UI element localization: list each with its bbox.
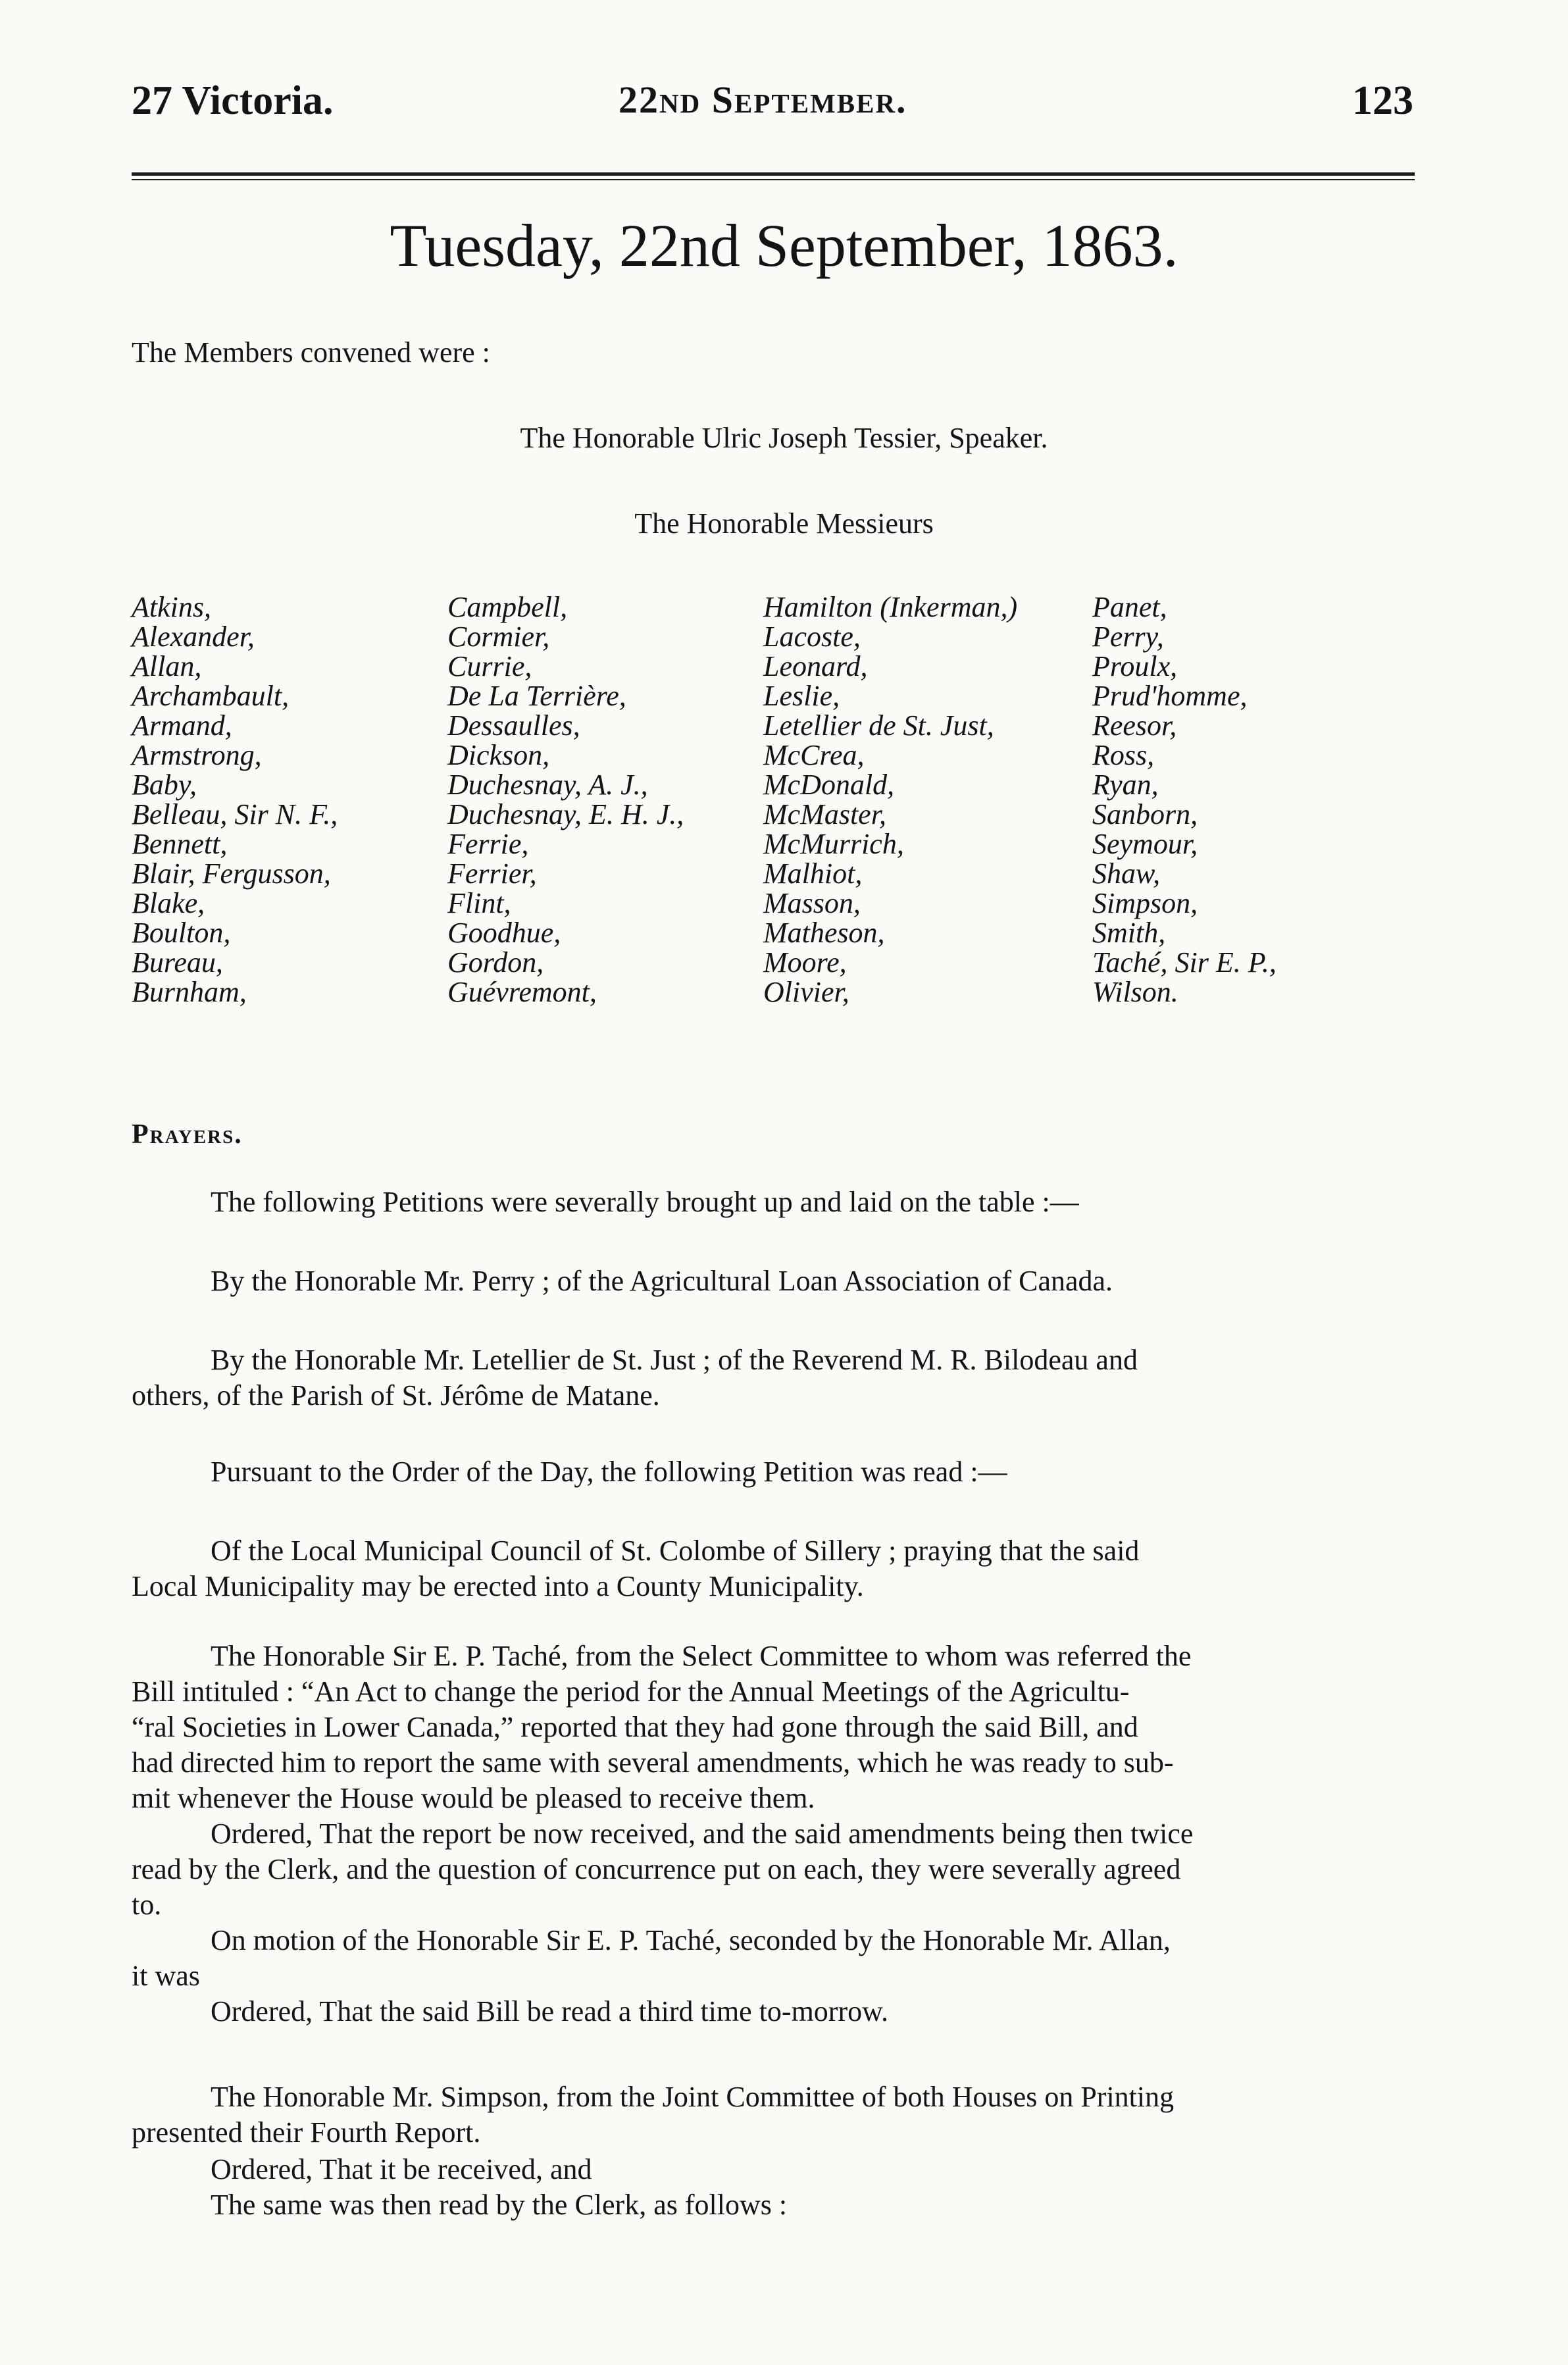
member-name: Archambault, [132, 680, 290, 712]
member-name: Dessaulles, [447, 709, 580, 742]
petition-st-colombe [132, 1533, 1421, 1604]
member-name: Duchesnay, A. J., [447, 769, 648, 801]
members-convened-line: The Members convened were : [132, 336, 490, 369]
member-name: Letellier de St. Just, [763, 709, 994, 742]
member-name: Boulton, [132, 917, 231, 949]
member-name: Blair, Fergusson, [132, 857, 331, 890]
member-name: Masson, [763, 887, 861, 919]
member-name: Lacoste, [763, 621, 861, 653]
members-column-2 [447, 592, 684, 1007]
ordered-received-printing [132, 2152, 1421, 2223]
member-name: Campbell, [447, 591, 568, 623]
member-name: Wilson. [1092, 976, 1178, 1008]
member-name: Baby, [132, 769, 197, 801]
page-number: 123 [1352, 78, 1413, 123]
prayers-heading: Prayers. [132, 1119, 243, 1150]
member-name: Taché, Sir E. P., [1092, 946, 1277, 979]
paragraph-line: The Honorable Sir E. P. Taché, from the Select Committee to whom was referred the [211, 1640, 1192, 1672]
member-name: Dickson, [447, 739, 550, 771]
member-name: Atkins, [132, 591, 211, 623]
members-column-1 [132, 592, 338, 1007]
paragraph-line: Of the Local Municipal Council of St. Colombe of Sillery ; praying that the said [211, 1535, 1140, 1567]
printing-report [132, 2079, 1421, 2150]
paragraph-line: had directed him to report the same with several amendments, which he was ready to sub- [132, 1746, 1174, 1779]
member-name: De La Terrière, [447, 680, 626, 712]
paragraph-line: “ral Societies in Lower Canada,” reported that they had gone through the said Bill, and [132, 1711, 1138, 1743]
member-name: Leonard, [763, 650, 868, 682]
member-name: McCrea, [763, 739, 865, 771]
member-name: Allan, [132, 650, 202, 682]
sitting-date-title: Tuesday, 22nd September, 1863. [390, 212, 1178, 279]
members-column-4 [1092, 592, 1277, 1007]
member-name: Perry, [1092, 621, 1164, 653]
member-name: Prud'homme, [1092, 680, 1248, 712]
member-name: Smith, [1092, 917, 1166, 949]
member-name: Cormier, [447, 621, 550, 653]
member-name: Simpson, [1092, 887, 1198, 919]
member-name: Goodhue, [447, 917, 561, 949]
member-name: McMurrich, [763, 828, 904, 860]
paragraph-line: mit whenever the House would be pleased to receive them. [132, 1782, 815, 1814]
member-name: Armand, [132, 709, 232, 742]
member-name: Blake, [132, 887, 205, 919]
member-name: Shaw, [1092, 857, 1161, 890]
header-rule-thick [132, 172, 1415, 176]
members-column-3 [763, 592, 1017, 1007]
member-name: Flint, [447, 887, 511, 919]
member-name: Belleau, Sir N. F., [132, 798, 338, 830]
messieurs-heading: The Honorable Messieurs [634, 507, 934, 540]
member-name: Malhiot, [763, 857, 863, 890]
member-name: Sanborn, [1092, 798, 1198, 830]
member-name: Guévremont, [447, 976, 597, 1008]
member-name: Leslie, [763, 680, 840, 712]
paragraph-line: to. [132, 1889, 162, 1921]
ordered-third-reading [132, 1994, 1421, 2029]
member-name: Seymour, [1092, 828, 1198, 860]
speaker-line: The Honorable Ulric Joseph Tessier, Speaker. [520, 422, 1048, 454]
paragraph-line: On motion of the Honorable Sir E. P. Taché, seconded by the Honorable Mr. Allan, [211, 1924, 1171, 1956]
paragraph-line: By the Honorable Mr. Perry ; of the Agricultural Loan Association of Canada. [211, 1265, 1113, 1297]
member-name: Olivier, [763, 976, 849, 1008]
ordered-received [132, 1816, 1421, 1923]
member-name: Panet, [1092, 591, 1167, 623]
paragraph-line: Ordered, That the report be now received, and the said amendments being then twice [211, 1818, 1194, 1850]
member-name: Bennett, [132, 828, 228, 860]
paragraph-line: By the Honorable Mr. Letellier de St. Just ; of the Reverend M. R. Bilodeau and [211, 1344, 1138, 1376]
member-name: Ferrier, [447, 857, 537, 890]
member-name: Bureau, [132, 946, 223, 979]
member-name: McMaster, [763, 798, 886, 830]
paragraph-line: others, of the Parish of St. Jérôme de Matane. [132, 1379, 660, 1411]
running-head-center: 22nd September. [619, 78, 907, 121]
member-name: Armstrong, [132, 739, 262, 771]
header-rule-thin [132, 179, 1415, 180]
paragraph-line: Bill intituled : “An Act to change the period for the Annual Meetings of the Agricultu- [132, 1675, 1130, 1708]
member-name: Reesor, [1092, 709, 1177, 742]
member-name: Hamilton (Inkerman,) [763, 591, 1018, 623]
paragraph-line: presented their Fourth Report. [132, 2116, 481, 2149]
member-name: Gordon, [447, 946, 544, 979]
member-name: Currie, [447, 650, 532, 682]
paragraph-line: Local Municipality may be erected into a County Municipality. [132, 1570, 864, 1602]
petition-letellier [132, 1342, 1421, 1413]
member-name: Moore, [763, 946, 847, 979]
paragraph-line: Ordered, That the said Bill be read a third time to-morrow. [211, 1995, 889, 2027]
paragraph-line: The following Petitions were severally brought up and laid on the table :— [211, 1186, 1079, 1218]
petition-perry [132, 1263, 1421, 1299]
paragraph-line: Pursuant to the Order of the Day, the following Petition was read :— [211, 1456, 1007, 1488]
member-name: Duchesnay, E. H. J., [447, 798, 684, 830]
paragraph-line: it was [132, 1960, 200, 1992]
member-name: Burnham, [132, 976, 247, 1008]
members-list [132, 592, 1421, 1066]
member-name: Ryan, [1092, 769, 1159, 801]
paragraph-line: read by the Clerk, and the question of concurrence put on each, they were severally agreed [132, 1853, 1181, 1885]
paragraph-line: The Honorable Mr. Simpson, from the Joint Committee of both Houses on Printing [211, 2081, 1175, 2113]
committee-report [132, 1639, 1421, 1816]
motion-tache [132, 1923, 1421, 1994]
paragraph-line: The same was then read by the Clerk, as follows : [211, 2189, 788, 2221]
member-name: Ross, [1092, 739, 1155, 771]
paragraph-line: Ordered, That it be received, and [211, 2153, 592, 2185]
order-of-day [132, 1454, 1421, 1490]
member-name: Proulx, [1092, 650, 1178, 682]
member-name: Ferrie, [447, 828, 529, 860]
member-name: Matheson, [763, 917, 885, 949]
petitions-intro [132, 1184, 1421, 1220]
member-name: Alexander, [132, 621, 255, 653]
running-head-left: 27 Victoria. [132, 78, 334, 123]
member-name: McDonald, [763, 769, 895, 801]
